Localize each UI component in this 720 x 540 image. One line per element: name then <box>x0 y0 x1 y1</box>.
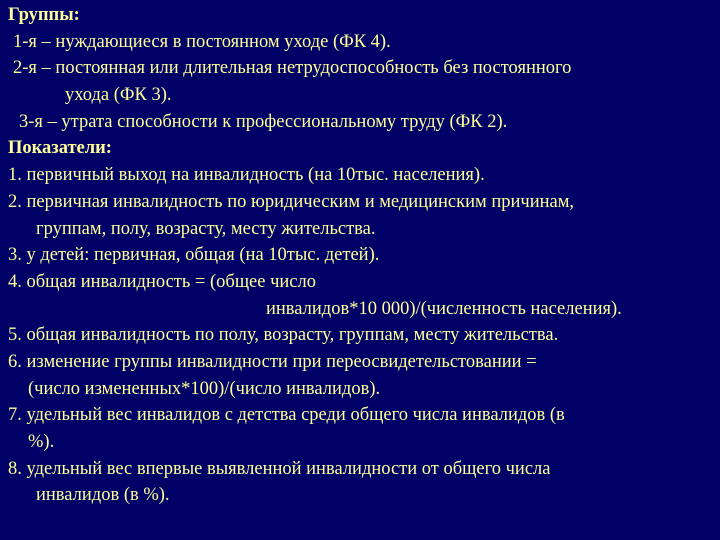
indicator-2-line1: 2. первичная инвалидность по юридическим и медицинским причинам, <box>8 191 575 212</box>
indicators-heading: Показатели: <box>8 138 112 159</box>
indicator-6-line2: (число измененных*100)/(число инвалидов). <box>28 378 381 399</box>
indicator-7-line1: 7. удельный вес инвалидов с детства среди общего числа инвалидов (в <box>8 405 565 426</box>
indicator-7-line2: %). <box>28 432 55 452</box>
group-2-text-line1: 2-я – постоянная или длительная нетрудоспособность без постоянного <box>13 58 572 79</box>
indicator-4-line1: 4. общая инвалидность = (общее число <box>8 271 317 292</box>
indicator-2-line2: группам, полу, возрасту, месту жительства. <box>36 218 376 239</box>
indicator-8-line1: 8. удельный вес впервые выявленной инвалидности от общего числа <box>8 458 551 479</box>
indicator-3: 3. у детей: первичная, общая (на 10тыс. детей). <box>8 245 380 266</box>
indicator-8-line2: инвалидов (в %). <box>36 485 170 506</box>
indicator-4-line2: инвалидов*10 000)/(численность населения). <box>266 298 622 319</box>
indicator-5: 5. общая инвалидность по полу, возрасту, группам, месту жительства. <box>8 325 559 346</box>
group-3-text: 3-я – утрата способности к профессиональному труду (ФК 2). <box>19 111 508 132</box>
indicator-1: 1. первичный выход на инвалидность (на 10тыс. населения). <box>8 165 485 186</box>
group-2-text-line2: ухода (ФК 3). <box>65 85 172 106</box>
group-1-text: 1-я – нуждающиеся в постоянном уходе (ФК 4). <box>13 31 391 52</box>
groups-heading: Группы: <box>8 5 80 25</box>
indicator-6-line1: 6. изменение группы инвалидности при переосвидетельстовании = <box>8 351 537 372</box>
